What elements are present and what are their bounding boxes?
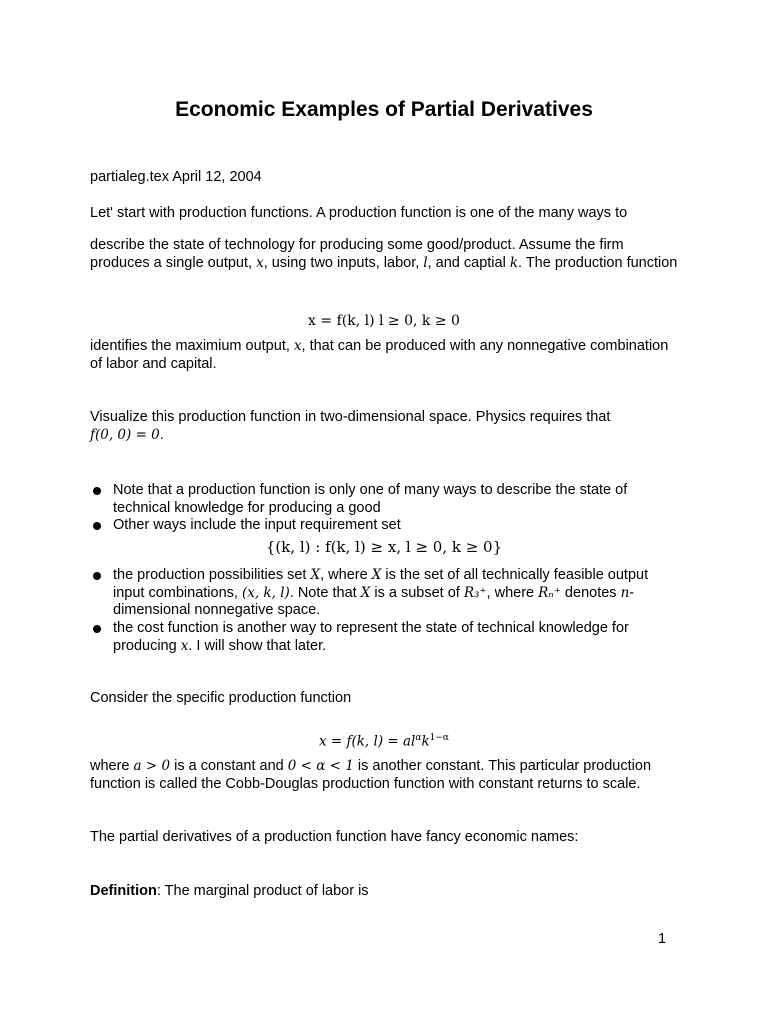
bullet-item bbox=[90, 620, 650, 655]
text: the production possibilities set bbox=[113, 567, 311, 583]
definition-text: : The marginal product of labor is bbox=[156, 883, 369, 899]
text: is the set of all technically feasible output input combinations, bbox=[113, 567, 649, 601]
paragraph-production-function bbox=[90, 237, 680, 272]
bullet-item bbox=[90, 567, 650, 620]
text: . bbox=[159, 426, 164, 443]
text: is a constant and bbox=[170, 758, 288, 774]
bullet-text bbox=[113, 620, 650, 655]
paragraph-partial-derivatives: The partial derivatives of a production function have fancy economic names: bbox=[90, 829, 579, 845]
paragraph-cobb-douglas bbox=[90, 758, 690, 793]
condition-a: a > 0 bbox=[133, 758, 171, 774]
bullet-icon bbox=[93, 522, 101, 530]
var-l: l bbox=[423, 254, 428, 271]
text: . The production function bbox=[518, 254, 678, 271]
text: , and captial bbox=[427, 254, 510, 271]
bullet-text: Other ways include the input requirement set bbox=[113, 517, 401, 533]
text: Visualize this production function in two-dimensional space. Physics requires that bbox=[90, 409, 611, 425]
var-n: n bbox=[620, 584, 630, 601]
tuple-xkl: (x, k, l) bbox=[241, 584, 290, 601]
var-X: X bbox=[310, 567, 321, 583]
page-title: Economic Examples of Partial Derivatives bbox=[175, 98, 593, 121]
equation-input-requirement-set: {(k, l) : f(k, l) ≥ x, l ≥ 0, k ≥ 0} bbox=[265, 538, 503, 556]
text: , using two inputs, labor, bbox=[263, 254, 424, 271]
definition-label: Definition bbox=[90, 883, 157, 899]
equation-cobb-douglas bbox=[0, 733, 768, 750]
text: -dimensional nonnegative space. bbox=[113, 584, 635, 618]
eq-k: k bbox=[421, 733, 430, 750]
bullet-icon bbox=[93, 625, 101, 633]
condition-alpha: 0 < α < 1 bbox=[287, 758, 354, 774]
meta-line: partialeg.tex April 12, 2004 bbox=[90, 169, 262, 185]
text: is a subset of bbox=[370, 584, 464, 601]
formula-f00: f(0, 0) = 0 bbox=[90, 426, 160, 443]
eq-lhs: x = f(k, l) = al bbox=[318, 733, 416, 750]
paragraph-maximum-output bbox=[90, 338, 680, 373]
paragraph-visualize bbox=[90, 409, 680, 444]
bullet-item bbox=[90, 517, 650, 535]
bullet-text: Note that a production function is only one of many ways to describe the state of technical knowledge for producing a good bbox=[113, 482, 628, 516]
var-X: X bbox=[371, 567, 382, 583]
intro-line: Let' start with production functions. A production function is one of the many ways to bbox=[90, 205, 628, 221]
page-number: 1 bbox=[658, 931, 667, 947]
var-x: x bbox=[256, 254, 264, 271]
set-rn-plus: Rₙ⁺ bbox=[538, 584, 561, 601]
eq-exponent: 1−α bbox=[429, 733, 449, 743]
text: identifies the maximium output, bbox=[90, 338, 294, 354]
text: denotes bbox=[560, 584, 621, 601]
text: is another constant. This particular production function is called the Cobb-Douglas production function with constant returns to scale. bbox=[90, 758, 652, 792]
definition-marginal-product bbox=[90, 883, 680, 901]
text: . I will show that later. bbox=[188, 637, 327, 654]
text: . Note that bbox=[289, 584, 361, 601]
text: describe the state of technology for producing some good/product. Assume the firm produces a single output, bbox=[90, 237, 624, 271]
eq-exponent: α bbox=[415, 733, 422, 743]
text: , where bbox=[320, 567, 372, 583]
text: , where bbox=[486, 584, 539, 601]
var-k: k bbox=[509, 254, 519, 271]
bullet-icon bbox=[93, 487, 101, 495]
bullet-text bbox=[113, 567, 650, 620]
var-X: X bbox=[360, 584, 371, 601]
var-x: x bbox=[293, 338, 302, 354]
equation-production-function: x = f(k, l) l ≥ 0, k ≥ 0 bbox=[308, 313, 460, 329]
text: , that can be produced with any nonnegative combination of labor and capital. bbox=[90, 338, 669, 372]
bullet-item bbox=[90, 482, 650, 517]
bullet-icon bbox=[93, 572, 101, 580]
set-r3-plus: R₃⁺ bbox=[463, 584, 487, 601]
text: where bbox=[90, 758, 134, 774]
text: the cost function is another way to represent the state of technical knowledge for producing bbox=[113, 620, 629, 654]
paragraph-specific-function: Consider the specific production function bbox=[90, 690, 352, 706]
var-x: x bbox=[180, 637, 189, 654]
